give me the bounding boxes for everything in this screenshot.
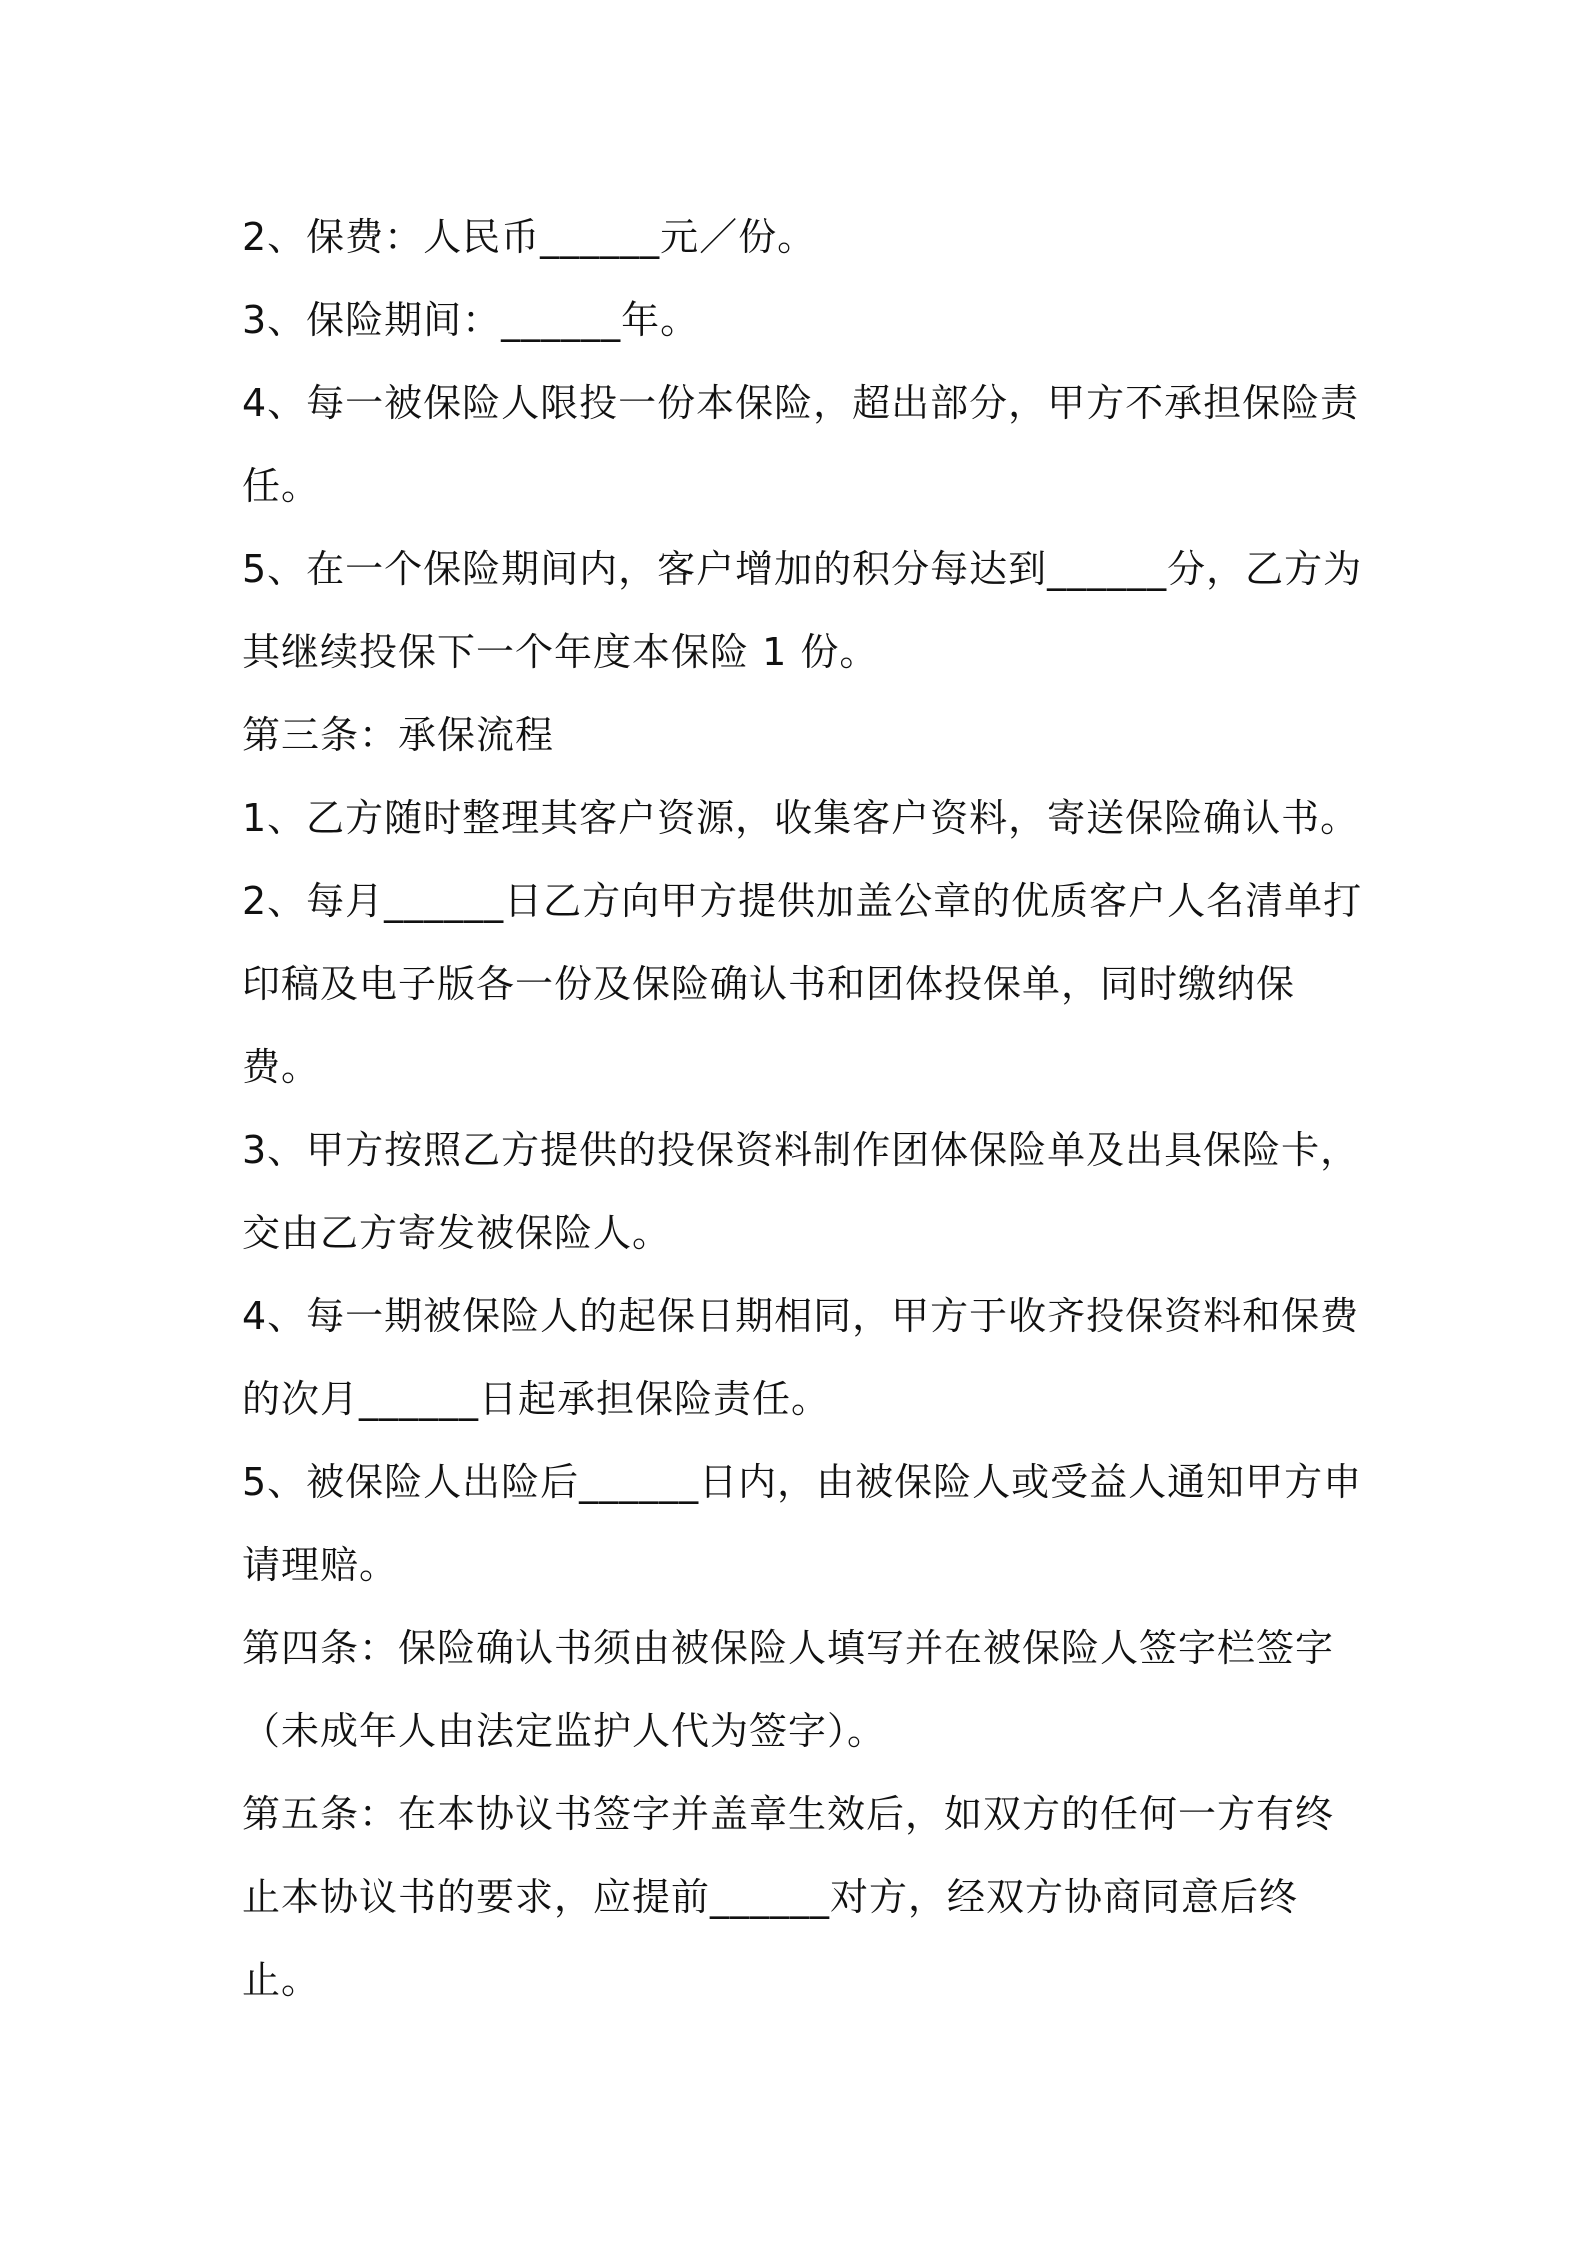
- clause-one-policy-limit: 4、每一被保险人限投一份本保险，超出部分，甲方不承担保险责任。: [242, 381, 1360, 508]
- clause-points-renewal: 5、在一个保险期间内，客户增加的积分每达到______分，乙方为其继续投保下一个年度本保险 1 份。: [242, 547, 1363, 674]
- article-five: 第五条：在本协议书签字并盖章生效后，如双方的任何一方有终止本协议书的要求，应提前______对方，经双方协商同意后终止。: [242, 1792, 1335, 2002]
- clause-insurance-period: 3、保险期间：______年。: [242, 298, 700, 342]
- clause-premium: 2、保费：人民币______元／份。: [242, 215, 817, 259]
- process-step-5: 5、被保险人出险后______日内，由被保险人或受益人通知甲方申请理赔。: [242, 1460, 1363, 1587]
- process-step-3: 3、甲方按照乙方提供的投保资料制作团体保险单及出具保险卡，交由乙方寄发被保险人。: [242, 1128, 1360, 1255]
- document-body: [242, 196, 1372, 2022]
- process-step-2: 2、每月______日乙方向甲方提供加盖公章的优质客户人名清单打印稿及电子版各一份及保险确认书和团体投保单，同时缴纳保费。: [242, 879, 1363, 1089]
- article-three-heading: 第三条：承保流程: [242, 713, 555, 757]
- article-four: 第四条：保险确认书须由被保险人填写并在被保险人签字栏签字（未成年人由法定监护人代为签字）。: [242, 1626, 1335, 1753]
- process-step-4: 4、每一期被保险人的起保日期相同，甲方于收齐投保资料和保费的次月______日起承担保险责任。: [242, 1294, 1360, 1421]
- process-step-1: 1、乙方随时整理其客户资源，收集客户资料，寄送保险确认书。: [242, 796, 1360, 840]
